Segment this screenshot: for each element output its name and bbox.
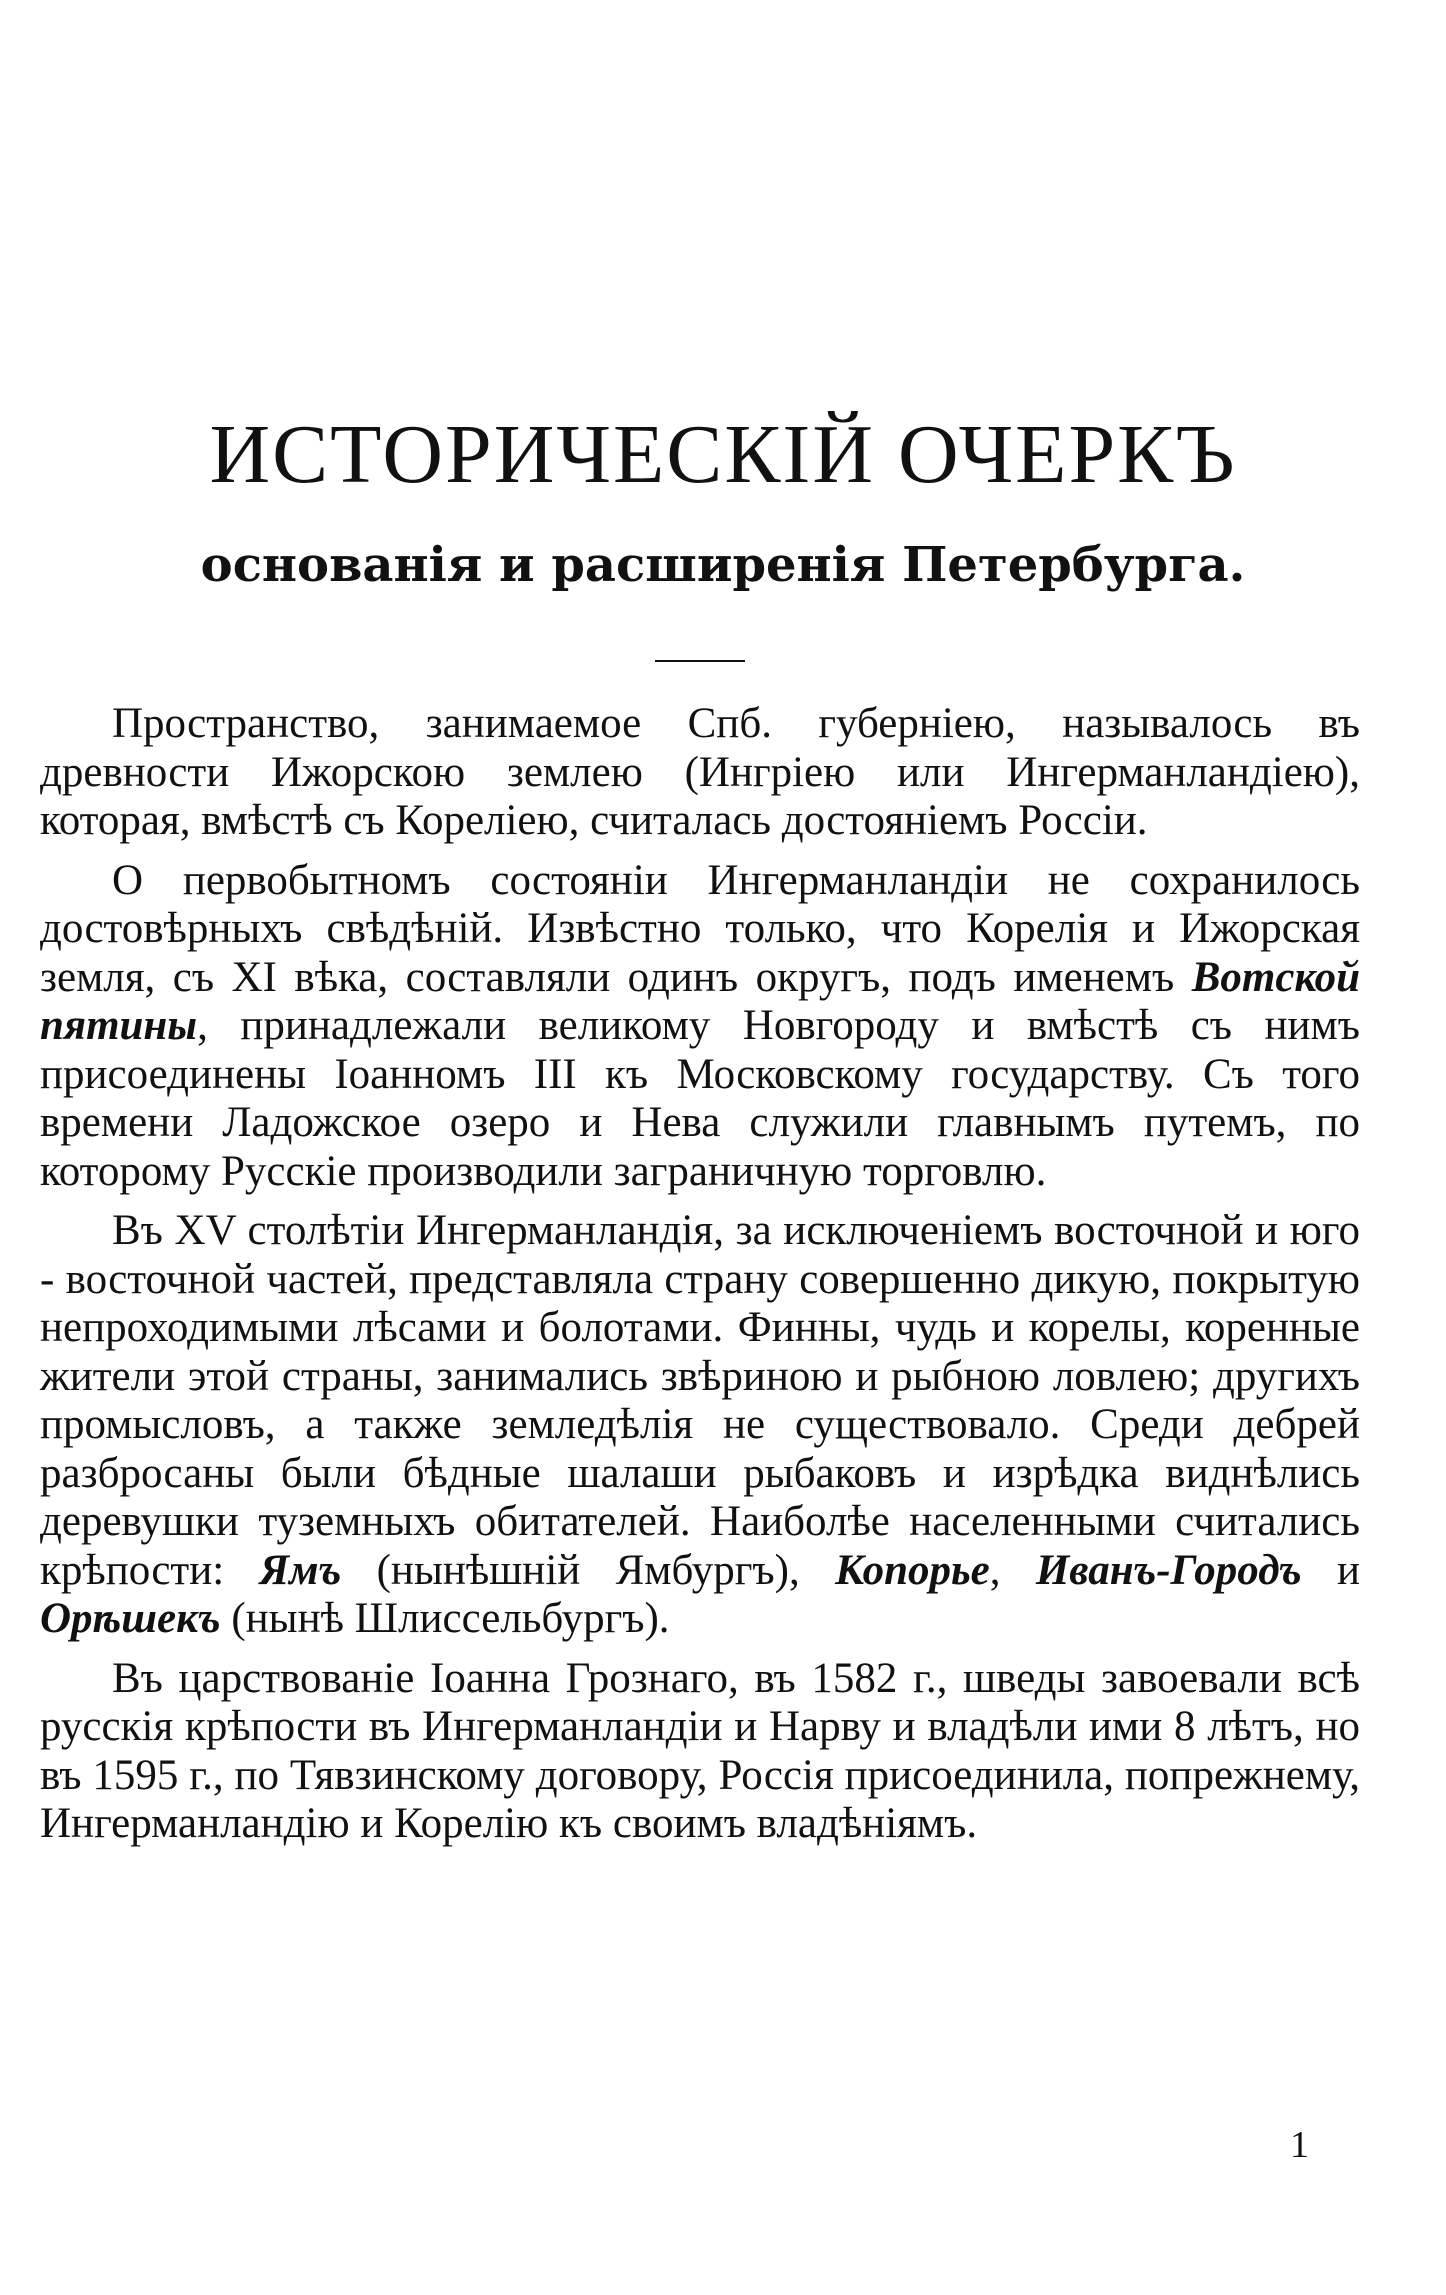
text-run: (нынѣшній Ямбургъ), [341,1546,836,1594]
italic-place-name: Вотской пятины [40,953,1360,1049]
text-run: Въ царствованіе Іоанна Грознаго, въ 1582 г., шведы завоевали всѣ русскія крѣпости въ Ингерманландіи и Нарву и владѣли ими 8 лѣтъ, но въ 1595 г., по Тявзинскому договору, Россія присоединила, попрежнему, Ингерманландію и Корелію къ своимъ владѣніямъ. [40,1654,1360,1847]
page-subtitle: основанія и расширенія Петербурга. [200,537,1246,593]
text-run: О первобытномъ состояніи Ингерманландіи не сохранилось достовѣрныхъ свѣдѣній. Извѣстно только, что Корелія и Ижорская земля, съ XI вѣка, составляли одинъ округъ, подъ именемъ [40,856,1360,1001]
body-text [40,700,1360,1860]
text-run: (нынѣ Шлиссельбургъ). [220,1595,670,1642]
paragraph [40,1207,1360,1644]
italic-place-name: Орѣшекъ [40,1595,221,1642]
page-number: 1 [1290,2124,1309,2166]
paragraph [40,857,1360,1197]
page-title: ИСТОРИЧЕСКІЙ ОЧЕРКЪ [209,408,1237,501]
title-divider [655,660,745,662]
paragraph [40,700,1360,846]
text-run: Въ XV столѣтіи Ингерманландія, за исключеніемъ восточной и юго - восточной частей, представляла страну совершенно дикую, покрытую непроходимыми лѣсами и болотами. Финны, чудь и корелы, коренные жители этой страны, занимались звѣриною и рыбною ловлею; другихъ промысловъ, а также земледѣлія не существовало. Среди дебрей разбросаны были бѣдные шалаши рыбаковъ и изрѣдка виднѣлись деревушки туземныхъ обитателей. Наиболѣе населенными считались крѣпости: [40,1207,1360,1594]
paragraph [40,1655,1360,1849]
text-run: и [1301,1546,1360,1594]
italic-place-name: Иванъ-Городъ [1035,1546,1302,1594]
italic-place-name: Ямъ [259,1546,342,1594]
italic-place-name: Копорье [835,1546,990,1594]
text-run: , принадлежали великому Новгороду и вмѣстѣ съ нимъ присоединены Іоанномъ III къ Московскому государству. Съ того времени Ладожское озеро и Нева служили главнымъ путемъ, по которому Русскіе производили заграничную торговлю. [40,1002,1360,1195]
text-run: Пространство, занимаемое Спб. губерніею, называлось въ древности Ижорскою землею (Ингріею или Ингерманландіею), которая, вмѣстѣ съ Кореліею, считалась достояніемъ Россіи. [40,700,1360,844]
text-run: , [989,1546,1036,1594]
